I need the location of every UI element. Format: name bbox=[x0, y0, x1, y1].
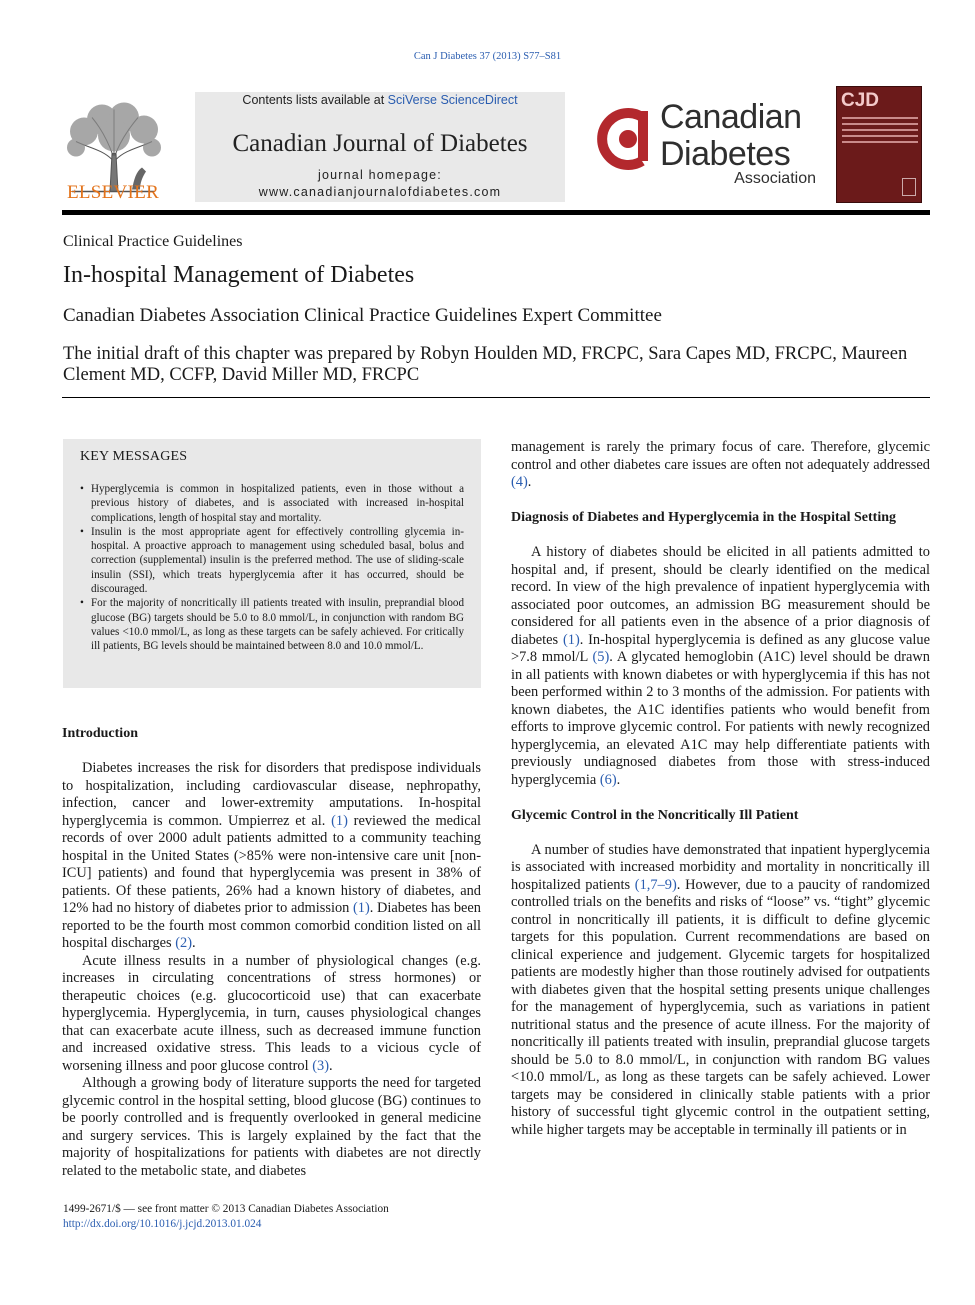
key-message-item: • Insulin is the most appropriate agent for effectively controlling glycemia in-hospital. A proactive approach to management using scheduled basal, bolus and correction (supplemental) insulin is the preferred method. The use of sliding-scale insulin (SSI), which treats hyperglycemia after it has occurred, should be discouraged. bbox=[80, 525, 464, 596]
article-authors: Canadian Diabetes Association Clinical Practice Guidelines Expert Committee bbox=[63, 305, 662, 326]
text-run: . bbox=[328, 1057, 333, 1074]
contents-prefix: Contents lists available at bbox=[242, 93, 388, 107]
homepage-url[interactable]: www.canadianjournalofdiabetes.com bbox=[258, 185, 502, 199]
text-run: . However, due to a paucity of randomized controlled trials on the benefits and risks of “loose” vs. “tight” glycemic control in noncritically ill patients, it is difficult to define glycemic targets for this population. Current recommendations are based on clinical experience and judgement. Glycemic targets for hospitalized patients are modestly higher than those routinely advised for outpatients with diabetes given that the hospital setting presents unique challenges for the management of hyperglycemia, such as variations in patient nutritional status and the presence of acute illness. For the majority of noncritically ill patients treated with insulin, preprandial glucose targets should be 5.0 to 8.0 mmol/L, in conjunction with random BG values <10.0 mmol/L, as long as these targets can be safely achieved. Lower targets may be considered in clinically stable patients with a prior history of successful tight glycemic control in the outpatient setting, while higher targets may be acceptable in terminally ill patients or in bbox=[511, 876, 930, 1138]
doi-link[interactable]: http://dx.doi.org/10.1016/j.jcjd.2013.01.024 bbox=[63, 1218, 262, 1230]
journal-info-box bbox=[195, 92, 565, 202]
journal-citation[interactable]: Can J Diabetes 37 (2013) S77–S81 bbox=[413, 51, 562, 62]
text-run: . bbox=[527, 474, 532, 490]
text-run: Diabetes increases the risk for disorders that predispose individuals to hospitalization, including cardiovascular disease, nephropathy, infection, cancer and lower-extremity amputations. In-hospital hyperglycemia is common. Umpierrez et al. bbox=[62, 760, 481, 829]
reference-link[interactable]: (4) bbox=[511, 474, 528, 490]
text-run: . bbox=[192, 935, 196, 951]
key-messages-box bbox=[63, 439, 481, 688]
sciencedirect-link[interactable]: SciVerse ScienceDirect bbox=[387, 93, 518, 107]
text-run: . In-hospital hyperglycemia is defined as any glucose value >7.8 mmol/L bbox=[511, 631, 930, 665]
reference-link[interactable]: (1) bbox=[562, 631, 580, 648]
cda-logo-line3: Association bbox=[734, 170, 816, 187]
text-run: A history of diabetes should be elicited in all patients admitted to hospital and, if present, should be clearly identified on the medical record. In view of the high prevalence of inpatient hyperglycemia with associated poor outcomes, an admission BG measurement should be considered for all patients even in the absence of a prior diagnosis of diabetes bbox=[511, 544, 930, 648]
left-column bbox=[62, 725, 481, 1180]
cda-logo-icon[interactable] bbox=[594, 107, 658, 171]
reference-link[interactable]: (1) bbox=[331, 812, 348, 829]
draft-note: The initial draft of this chapter was prepared by Robyn Houlden MD, FRCPC, Sara Capes MD, FRCPC, Maureen Clement MD, CCFP, David Miller MD, FRCPC bbox=[63, 344, 908, 385]
cover-publisher-mark bbox=[902, 178, 916, 196]
reference-link[interactable]: (2) bbox=[175, 935, 193, 951]
elsevier-logo-text[interactable]: ELSEVIER bbox=[66, 182, 160, 203]
text-run: . bbox=[616, 771, 621, 788]
glycemic-control-paragraph bbox=[511, 842, 930, 1140]
contents-line bbox=[195, 93, 565, 107]
section-label: Clinical Practice Guidelines bbox=[63, 233, 243, 250]
continued-paragraph bbox=[511, 439, 930, 492]
reference-link[interactable]: (6) bbox=[599, 771, 617, 788]
introduction-paragraph-2 bbox=[62, 953, 481, 1076]
title-divider bbox=[62, 397, 930, 398]
key-messages-heading: KEY MESSAGES bbox=[80, 449, 188, 464]
copyright-line: 1499-2671/$ — see front matter © 2013 Canadian Diabetes Association bbox=[63, 1203, 389, 1215]
cover-title: CJD bbox=[841, 90, 880, 111]
homepage-label: journal homepage: bbox=[318, 168, 442, 182]
journal-cover-thumbnail[interactable] bbox=[836, 86, 922, 203]
text-run: A number of studies have demonstrated that inpatient hyperglycemia is associated with increased morbidity and mortality in noncritically ill hospitalized patients bbox=[511, 841, 930, 893]
reference-link[interactable]: (5) bbox=[592, 649, 610, 665]
diagnosis-paragraph bbox=[511, 544, 930, 789]
text-run: reviewed the medical records of over 2000 adult patients admitted to a community teaching hospital in the United States (>85% were non-intensive care unit [non-ICU] patients) and found that hyperglycemia was present in 38% of patients. Of these patients, 26% had a known history of diabetes, and 12% had no history of diabetes prior to admission bbox=[62, 812, 481, 916]
introduction-paragraph-3: Although a growing body of literature supports the need for targeted glycemic control in the hospital setting, blood glucose (BG) continues to be poorly controlled and is frequently overlooked in general medicine and surgery services. This is largely explained by the fact that the majority of hospitalizations for patients with diabetes are not directly related to the metabolic state, and diabetes bbox=[62, 1075, 481, 1179]
article-title: In-hospital Management of Diabetes bbox=[63, 262, 415, 288]
text-run: management is rarely the primary focus of care. Therefore, glycemic control and other diabetes care issues are often not adequately addressed bbox=[511, 439, 930, 473]
key-message-item: • For the majority of noncritically ill patients treated with insulin, preprandial blood glucose (BG) targets should be 5.0 to 8.0 mmol/L, in conjunction with random BG values <10.0 mmol/L, as long as these targets can be safely achieved. For critically ill patients, BG levels should be maintained between 8.0 and 10.0 mmol/L. bbox=[80, 596, 464, 653]
journal-name: Canadian Journal of Diabetes bbox=[232, 130, 528, 157]
right-column bbox=[511, 439, 930, 1139]
cover-text-lines bbox=[842, 117, 918, 165]
reference-link[interactable]: (1,7–9) bbox=[634, 876, 677, 893]
cda-logo-line2: Diabetes bbox=[660, 135, 791, 173]
key-messages-list bbox=[80, 482, 464, 654]
introduction-paragraph-1 bbox=[62, 760, 481, 953]
key-message-item: • Hyperglycemia is common in hospitalized patients, even in those without a previous history of diabetes, and is associated with increased in-hospital complications, length of hospital stay and mortality. bbox=[80, 482, 464, 525]
reference-link[interactable]: (1) bbox=[352, 900, 370, 916]
reference-link[interactable]: (3) bbox=[312, 1057, 329, 1074]
text-run: . A glycated hemoglobin (A1C) level should be drawn in all patients with known diabetes or with hyperglycemia if this has not been performed within 2 to 3 months of the admission. For patients with known diabetes, the A1C identifies patients who would benefit from efforts to improve glycemic control. For patients with newly recognized hyperglycemia, an elevated A1C may help differentiate patients with previously undiagnosed diabetes from those with stress-induced hyperglycemia bbox=[511, 649, 930, 788]
text-run: . Diabetes has been reported to be the fourth most common comorbid condition listed on all hospital discharges bbox=[62, 900, 481, 951]
cda-logo-line1: Canadian bbox=[660, 98, 802, 136]
diagnosis-heading: Diagnosis of Diabetes and Hyperglycemia in the Hospital Setting bbox=[511, 510, 897, 525]
footer bbox=[63, 1202, 389, 1232]
header-divider bbox=[62, 210, 930, 215]
text-run: Acute illness results in a number of physiological changes (e.g. increases in circulating concentrations of stress hormones) or therapeutic choices (e.g. glucocorticoid use) that can exacerbate hyperglycemia. Hyperglycemia, in turn, causes physiological changes that can exacerbate acute illness, such as decreased immune function and increased oxidative stress. This leads to a vicious cycle of worsening illness and poor glucose control bbox=[62, 952, 481, 1074]
glycemic-control-heading: Glycemic Control in the Noncritically Ill Patient bbox=[511, 807, 799, 823]
introduction-heading: Introduction bbox=[62, 726, 138, 741]
